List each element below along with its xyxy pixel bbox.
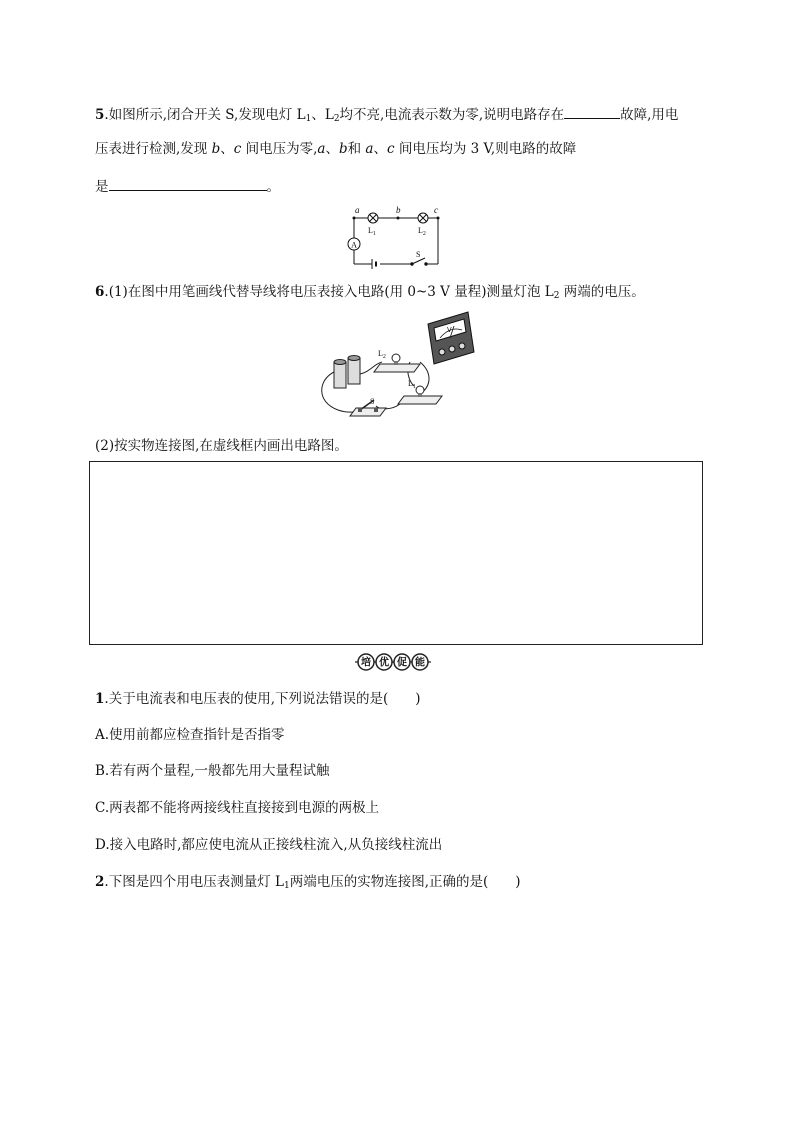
p2-stem	[95, 873, 521, 895]
q5-text: 、L	[311, 107, 334, 123]
q5-circuit-diagram	[340, 204, 450, 272]
battery-icon	[372, 259, 376, 269]
svg-text:a: a	[355, 205, 360, 215]
option-text: D.接入电路时,都应使电流从正接线柱流入,从负接线柱流出	[95, 837, 443, 853]
p1-option-d[interactable]	[95, 836, 442, 854]
q5-var: c	[233, 141, 242, 157]
q5-sub: 2	[333, 114, 340, 124]
q5-text: 故障,用电	[620, 107, 679, 123]
lamp-l1-icon	[368, 213, 378, 223]
p2-answer-paren[interactable]: )	[488, 874, 521, 890]
q5-var: a	[317, 141, 326, 157]
q5-sub: 1	[305, 114, 312, 124]
p2-text: .下图是四个用电压表测量灯 L	[104, 874, 284, 890]
p1-option-b[interactable]	[95, 762, 330, 780]
svg-text:L2: $L_2$	[378, 349, 386, 360]
svg-text:促: 促	[397, 657, 407, 669]
battery-icon	[334, 356, 360, 389]
q5-line-1	[95, 104, 678, 128]
circuit-drawing-box[interactable]	[89, 461, 703, 645]
q6-number: 6	[95, 284, 105, 300]
q5-number: 5	[95, 107, 105, 123]
svg-text:能: 能	[415, 657, 425, 669]
svg-text:L1: $L_1$	[368, 226, 376, 237]
q6-line-1	[95, 283, 645, 305]
q5-text: 均不亮,电流表示数为零,说明电路存在	[339, 107, 565, 123]
option-text: A.使用前都应检查指针是否指零	[95, 727, 285, 743]
option-text: C.两表都不能将两接线柱直接接到电源的两极上	[95, 800, 380, 816]
lamp-l2-icon	[418, 213, 428, 223]
section-banner	[355, 652, 431, 672]
p2-text: 两端电压的实物连接图,正确的是(	[289, 874, 489, 890]
switch-icon	[411, 258, 427, 265]
p1-option-c[interactable]	[95, 799, 379, 817]
svg-text:b: b	[396, 205, 401, 215]
q5-text: 。	[266, 179, 280, 195]
voltmeter-icon	[428, 312, 474, 364]
svg-text:优: 优	[379, 657, 389, 669]
q5-text: 压表进行检测,发现	[95, 141, 208, 157]
q5-text: 、	[220, 141, 234, 157]
lamp-l1-icon	[398, 386, 442, 404]
q5-text: 是	[95, 179, 109, 195]
q5-line-3	[95, 176, 280, 196]
q6-sub: 2	[553, 291, 560, 301]
q5-var: c	[386, 141, 395, 157]
q5-text: .如图所示,闭合开关 S,发现电灯 L	[104, 107, 306, 123]
svg-text:S: S	[416, 250, 421, 259]
option-text: B.若有两个量程,一般都先用大量程试触	[95, 763, 330, 779]
svg-text:V: V	[447, 327, 452, 334]
p1-option-a[interactable]	[95, 726, 285, 744]
q5-text: 间电压为零,	[245, 141, 318, 157]
q5-text: 、	[325, 141, 339, 157]
p1-number: 1	[95, 691, 105, 707]
q5-text: 间电压均为 3 V,则电路的故障	[398, 141, 577, 157]
p2-number: 2	[95, 874, 105, 890]
q5-var: b	[211, 141, 221, 157]
p1-text: .关于电流表和电压表的使用,下列说法错误的是(	[104, 691, 389, 707]
q5-text: 和	[347, 141, 362, 157]
switch-icon	[350, 400, 386, 416]
q6-physical-circuit-figure	[316, 310, 492, 422]
q5-answer-blank-2[interactable]	[109, 176, 267, 191]
q6-text: .(1)在图中用笔画线代替导线将电压表接入电路(用 0~3 V 量程)测量灯泡 L	[104, 284, 554, 300]
q5-text: 、	[373, 141, 387, 157]
q5-var: b	[338, 141, 348, 157]
q5-line-2	[95, 140, 576, 158]
svg-text:培: 培	[361, 657, 371, 669]
ammeter-icon	[348, 238, 360, 250]
q5-var: a	[365, 141, 374, 157]
q6-line-2	[95, 437, 348, 455]
svg-text:S: S	[370, 397, 375, 406]
q6-text: (2)按实物连接图,在虚线框内画出电路图。	[95, 438, 348, 454]
q6-text: 两端的电压。	[559, 284, 645, 300]
p2-sub: 1	[283, 881, 290, 891]
svg-text:c: c	[434, 205, 438, 215]
p1-stem	[95, 690, 421, 708]
svg-text:A: A	[351, 240, 357, 250]
svg-text:L1: $L_1$	[408, 379, 416, 390]
p1-answer-paren[interactable]: )	[388, 691, 421, 707]
q5-answer-blank-1[interactable]	[564, 104, 620, 119]
svg-text:L2: $L_2$	[418, 226, 426, 237]
